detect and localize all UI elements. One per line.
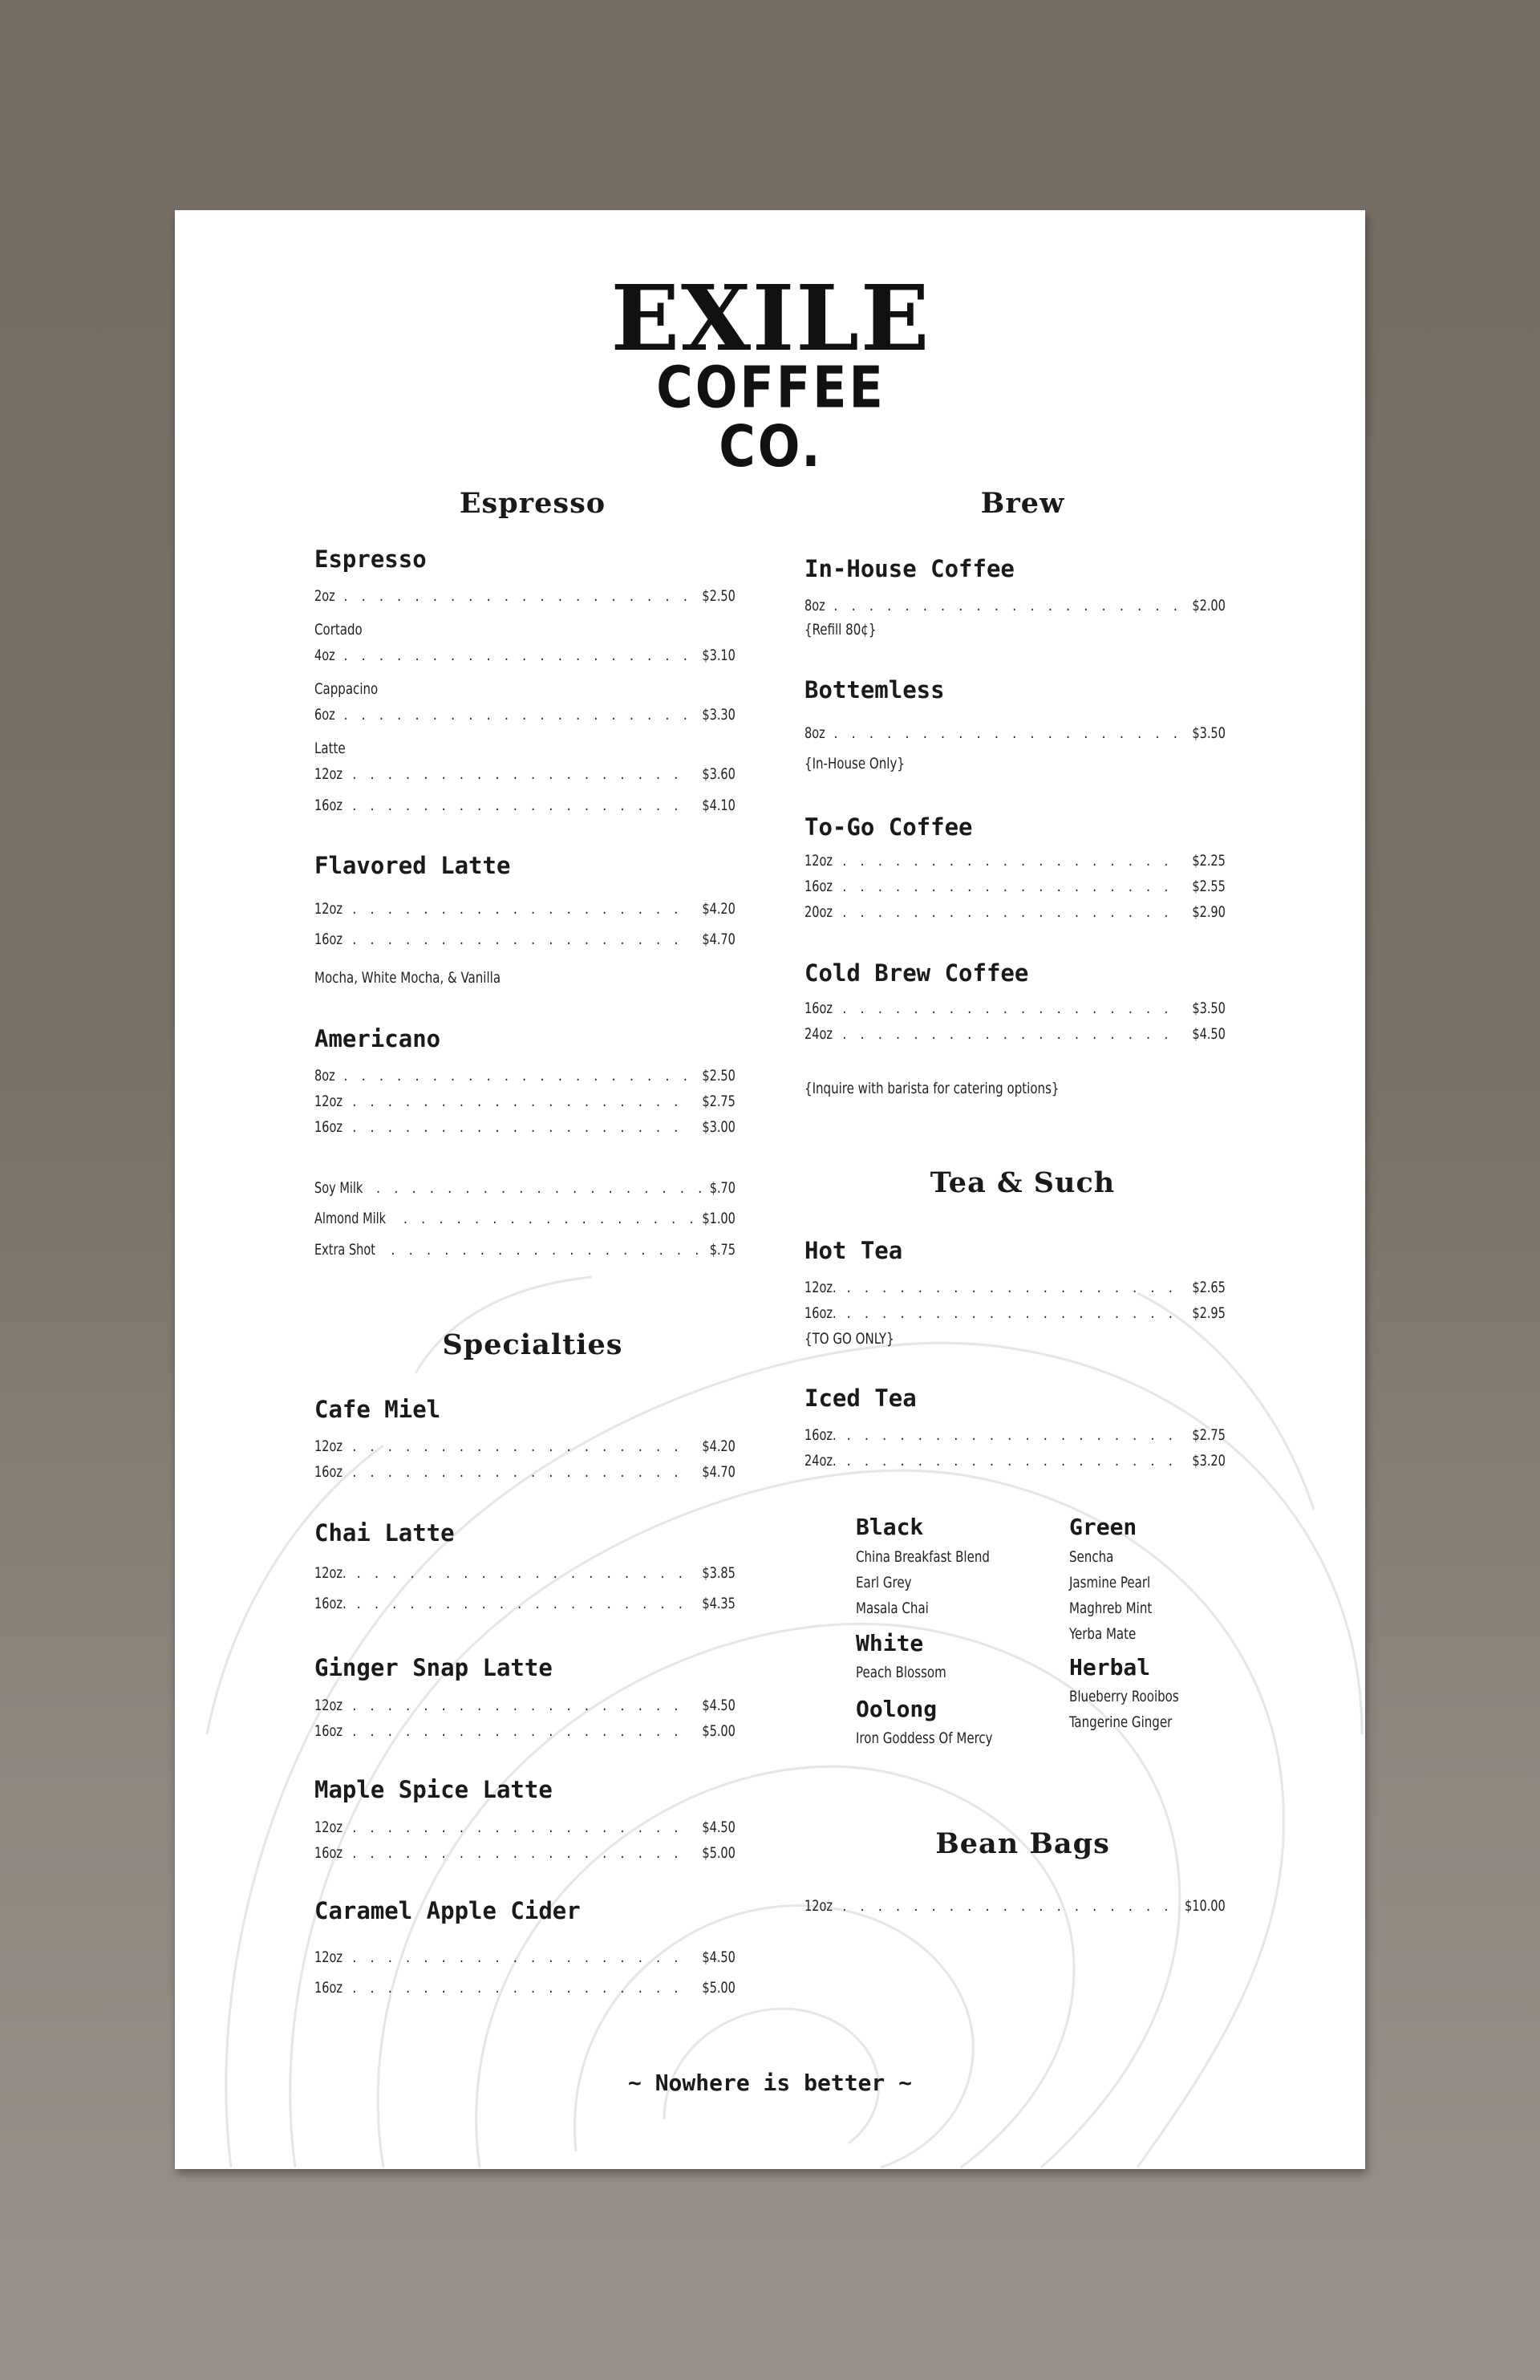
- item-note: Mocha, White Mocha, & Vanilla: [314, 969, 501, 987]
- extra-row: Soy Milk . . . $.70: [314, 1179, 736, 1197]
- price-row: 24oz . . . $4.50: [804, 1025, 1226, 1043]
- tea-variety: Earl Grey: [856, 1574, 912, 1591]
- section-title-tea: Tea & Such: [930, 1166, 1116, 1199]
- section-title-specialties: Specialties: [442, 1328, 623, 1361]
- logo-line-2: COFFEE CO.: [656, 353, 886, 480]
- price-row: 16oz . . . $3.00: [314, 1118, 736, 1136]
- section-title-brew: Brew: [980, 487, 1065, 520]
- section-title-bean-bags: Bean Bags: [935, 1827, 1110, 1860]
- tea-variety: China Breakfast Blend: [856, 1548, 990, 1566]
- price-row: 16oz . . . $3.50: [804, 999, 1226, 1017]
- price-row: 16oz. . . . $2.75: [804, 1426, 1226, 1444]
- price-row: 20oz . . . $2.90: [804, 903, 1226, 921]
- item-title: Caramel Apple Cider: [314, 1897, 581, 1924]
- item-subtitle: Cappacino: [314, 680, 379, 698]
- item-title: Cold Brew Coffee: [804, 959, 1029, 987]
- item-title: Iced Tea: [804, 1385, 917, 1412]
- tea-variety: Peach Blossom: [856, 1664, 946, 1681]
- price-row: 8oz . . . $3.50: [804, 724, 1226, 742]
- menu-sheet: [175, 210, 1365, 2169]
- price-row: 24oz. . . . $3.20: [804, 1452, 1226, 1470]
- tea-category-black: Black: [856, 1514, 924, 1540]
- section-title-espresso: Espresso: [459, 487, 606, 520]
- tea-variety: Jasmine Pearl: [1069, 1574, 1151, 1591]
- tea-variety: Iron Goddess Of Mercy: [856, 1729, 993, 1747]
- tea-category-oolong: Oolong: [856, 1696, 938, 1722]
- item-note: {Refill 80¢}: [804, 621, 877, 639]
- logo-line-1: EXILE: [610, 266, 931, 371]
- tea-category-green: Green: [1069, 1514, 1137, 1540]
- price-row: 12oz . . . $2.75: [314, 1093, 736, 1110]
- price-row: 16oz . . . $4.10: [314, 797, 736, 814]
- tea-variety: Blueberry Rooibos: [1069, 1688, 1179, 1705]
- price-row: 16oz . . . $5.00: [314, 1722, 736, 1740]
- tea-variety: Sencha: [1069, 1548, 1114, 1566]
- extra-row: Almond Milk . . . $1.00: [314, 1210, 736, 1227]
- price-row: 2oz . . . $2.50: [314, 587, 736, 605]
- price-row: 4oz . . . $3.10: [314, 647, 736, 664]
- price-row: 12oz . . . $4.20: [314, 1437, 736, 1455]
- item-title: Maple Spice Latte: [314, 1776, 553, 1803]
- item-title: To-Go Coffee: [804, 813, 973, 841]
- price-row: 12oz . . . $3.60: [314, 765, 736, 783]
- price-row: 12oz. . . . $3.85: [314, 1564, 736, 1582]
- item-title: Espresso: [314, 545, 427, 573]
- price-row: 12oz . . . $4.20: [314, 900, 736, 918]
- item-title: Cafe Miel: [314, 1396, 441, 1423]
- tea-category-herbal: Herbal: [1069, 1654, 1151, 1681]
- tea-category-white: White: [856, 1630, 924, 1656]
- item-title: Flavored Latte: [314, 852, 511, 879]
- price-row: 12oz . . . $4.50: [314, 1948, 736, 1966]
- item-title: Bottemless: [804, 676, 945, 703]
- item-subtitle: Latte: [314, 740, 346, 757]
- item-note: {In-House Only}: [804, 755, 905, 772]
- item-title: In-House Coffee: [804, 555, 1015, 582]
- extra-row: Extra Shot . . . $.75: [314, 1241, 736, 1259]
- price-row: 16oz. . . . $2.95: [804, 1304, 1226, 1322]
- catering-note: {Inquire with barista for catering options}: [804, 1080, 1060, 1097]
- price-row: 12oz . . . $10.00: [804, 1897, 1226, 1915]
- tagline: ~ Nowhere is better ~: [627, 2070, 912, 2096]
- price-row: 16oz . . . $4.70: [314, 1463, 736, 1481]
- item-title: Hot Tea: [804, 1237, 903, 1264]
- price-row: 12oz . . . $2.25: [804, 852, 1226, 870]
- item-subtitle: Cortado: [314, 621, 363, 639]
- item-title: Chai Latte: [314, 1519, 455, 1547]
- price-row: 16oz . . . $5.00: [314, 1979, 736, 1997]
- price-row: 16oz . . . $4.70: [314, 931, 736, 948]
- tea-variety: Tangerine Ginger: [1069, 1713, 1173, 1731]
- tea-variety: Yerba Mate: [1069, 1625, 1137, 1643]
- price-row: 12oz . . . $4.50: [314, 1818, 736, 1836]
- item-title: Americano: [314, 1025, 441, 1052]
- price-row: 16oz . . . $2.55: [804, 878, 1226, 895]
- price-row: 16oz. . . . $4.35: [314, 1595, 736, 1612]
- tea-variety: Maghreb Mint: [1069, 1600, 1153, 1617]
- price-row: 8oz . . . $2.00: [804, 597, 1226, 614]
- price-row: 12oz. . . . $2.65: [804, 1279, 1226, 1296]
- price-row: 6oz . . . $3.30: [314, 706, 736, 724]
- price-row: 16oz . . . $5.00: [314, 1844, 736, 1862]
- item-note: {TO GO ONLY}: [804, 1330, 894, 1348]
- exile-logo: [604, 266, 938, 480]
- price-row: 8oz . . . $2.50: [314, 1067, 736, 1085]
- price-row: 12oz . . . $4.50: [314, 1697, 736, 1714]
- tea-variety: Masala Chai: [856, 1600, 929, 1617]
- item-title: Ginger Snap Latte: [314, 1654, 553, 1681]
